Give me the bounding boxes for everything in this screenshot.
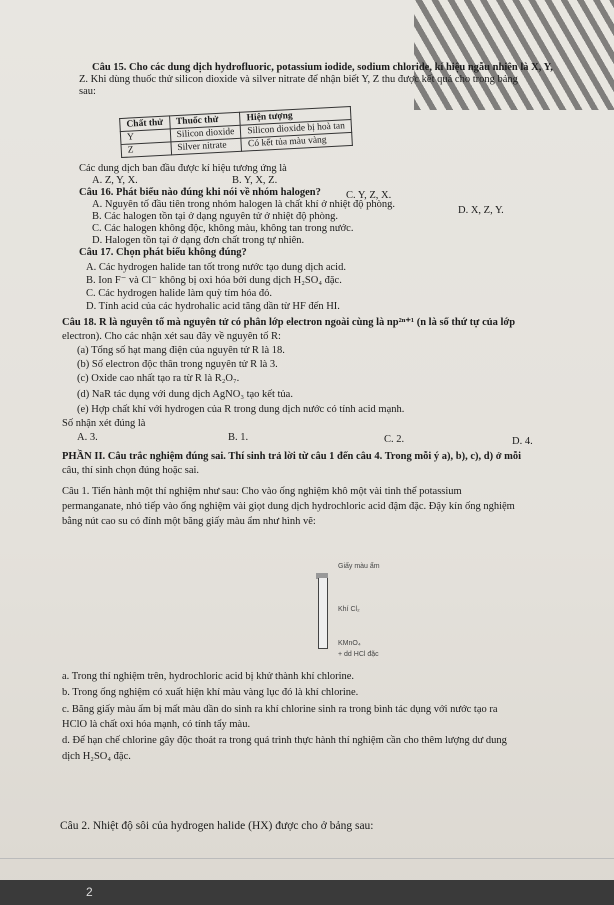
q16-option-a: A. Nguyên tố đầu tiên trong nhóm halogen là chất khí ở nhiệt độ phòng.: [92, 199, 395, 210]
decorative-pattern: [414, 0, 614, 110]
c1-line1: Câu 1. Tiến hành một thí nghiệm như sau: Cho vào ống nghiệm khô một vài tinh thể potassium: [62, 486, 462, 497]
divider: [0, 858, 614, 859]
page-number: 2: [86, 885, 93, 899]
part2-line1: PHẦN II. Câu trắc nghiệm đúng sai. Thí sinh trả lời từ câu 1 đến câu 4. Trong mỗi ý a), b), c), d) ở mỗi: [62, 451, 522, 462]
q15-line2: Z. Khi dùng thuốc thử silicon dioxide và silver nitrate để nhận biết Y, Z thu được kết quả cho trong bảng: [79, 74, 518, 85]
q18-statement-a: (a) Tổng số hạt mang điện của nguyên tử R là 18.: [77, 345, 285, 356]
q16-option-c: C. Các halogen không độc, không màu, không tan trong nước.: [92, 223, 354, 234]
q15-line1: Câu 15. Cho các dung dịch hydrofluoric, potassium iodide, sodium chloride, kí hiệu ngẫu nhiên là X, Y,: [92, 62, 553, 73]
c1-statement-c1: c. Băng giấy màu ẩm bị mất màu dần do sinh ra khí chlorine sinh ra trong bình tác dụng với nước tạo ra: [62, 704, 498, 715]
table-cell: Silver nitrate: [171, 138, 242, 155]
c1-statement-a: a. Trong thí nghiệm trên, hydrochloric acid bị khử thành khí chlorine.: [62, 671, 355, 682]
table-cell: Y: [120, 129, 170, 145]
q16-stem: Câu 16. Phát biểu nào đúng khi nói về nhóm halogen?: [79, 187, 321, 198]
c2-line1: Câu 2. Nhiệt độ sôi của hydrogen halide (HX) được cho ở bảng sau:: [60, 820, 374, 832]
table-header: Thuốc thử: [169, 112, 240, 129]
q15-option-b: B. Y, X, Z.: [232, 175, 278, 186]
q18-option-d: D. 4.: [512, 436, 533, 447]
label-cl2: Khí Cl₂: [338, 606, 360, 613]
c1-statement-b: b. Trong ống nghiệm có xuất hiện khí màu vàng lục đó là khí chlorine.: [62, 687, 359, 698]
q18-option-a: A. 3.: [77, 432, 98, 443]
q18-statement-b: (b) Số electron độc thân trong nguyên tử R là 3.: [77, 359, 278, 370]
c1-statement-c2: HClO là chất oxi hóa mạnh, có tính tẩy màu.: [62, 719, 251, 730]
label-wet-paper: Giấy màu ẩm: [338, 563, 380, 570]
q17-option-c: C. Các hydrogen halide làm quỳ tím hóa đỏ.: [86, 288, 273, 299]
q15-question: Các dung dịch ban đầu được kí hiệu tương ứng là: [79, 163, 287, 174]
label-kmno4: KMnO₄: [338, 640, 361, 647]
q17-option-a: A. Các hydrogen halide tan tốt trong nước tạo dung dịch acid.: [86, 262, 346, 273]
q18-statement-c: (c) Oxide cao nhất tạo ra từ R là R₂O₇.: [77, 373, 240, 384]
table-cell: Có kết tủa màu vàng: [241, 132, 352, 151]
q15-sau: sau:: [79, 86, 96, 97]
q18-statement-e: (e) Hợp chất khí với hydrogen của R trong dung dịch nước có tính acid mạnh.: [77, 404, 405, 415]
test-tube: [318, 578, 328, 649]
part2-line2: câu, thí sinh chọn đúng hoặc sai.: [62, 465, 200, 476]
q16-option-d: D. Halogen tồn tại ở dạng đơn chất trong tự nhiên.: [92, 235, 305, 246]
q16-option-b: B. Các halogen tồn tại ở dạng nguyên tử ở nhiệt độ phòng.: [92, 211, 339, 222]
table-cell: Silicon dioxide: [170, 125, 241, 142]
c1-line3: bằng nút cao su có đính một băng giấy màu ẩm như hình vẽ:: [62, 516, 316, 527]
table-header: Chất thử: [120, 116, 170, 132]
q17-option-b: B. Ion F⁻ và Cl⁻ không bị oxi hóa bởi dung dịch H₂SO₄ đặc.: [86, 275, 342, 286]
q18-count: Số nhận xét đúng là: [62, 418, 146, 429]
q15-option-a: A. Z, Y, X.: [92, 175, 138, 186]
q17-stem: Câu 17. Chọn phát biểu không đúng?: [79, 247, 247, 258]
c1-statement-d2: dịch H₂SO₄ đặc.: [62, 751, 131, 762]
table-cell: Z: [121, 142, 171, 158]
table-header: Hiện tượng: [240, 106, 351, 125]
q18-option-b: B. 1.: [228, 432, 249, 443]
label-hcl: + dd HCl đặc: [338, 651, 379, 658]
c1-line2: permanganate, nhỏ tiếp vào ống nghiệm vài giọt dung dịch hydrochloric acid đậm đặc. Đậy kín ống nghiệm: [62, 501, 515, 512]
c1-statement-d1: d. Để hạn chế chlorine gây độc thoát ra trong quá trình thực hành thí nghiệm cần cho thêm lượng dư dung: [62, 735, 507, 746]
q15-option-d: D. X, Z, Y.: [458, 205, 504, 216]
q17-option-d: D. Tính acid của các hydrohalic acid tăng dần từ HF đến HI.: [86, 301, 340, 312]
q18-line2: electron). Cho các nhận xét sau đây về nguyên tố R:: [62, 331, 281, 342]
q18-line1: Câu 18. R là nguyên tố mà nguyên tử có phân lớp electron ngoài cùng là np²ⁿ⁺¹ (n là số thứ tự của lớp: [62, 317, 516, 328]
q18-statement-d: (d) NaR tác dụng với dung dịch AgNO₃ tạo kết tủa.: [77, 389, 293, 400]
table-cell: Silicon dioxide bị hoà tan: [241, 119, 352, 138]
q15-option-c: C. Y, Z, X.: [346, 190, 392, 201]
q18-option-c: C. 2.: [384, 434, 405, 445]
